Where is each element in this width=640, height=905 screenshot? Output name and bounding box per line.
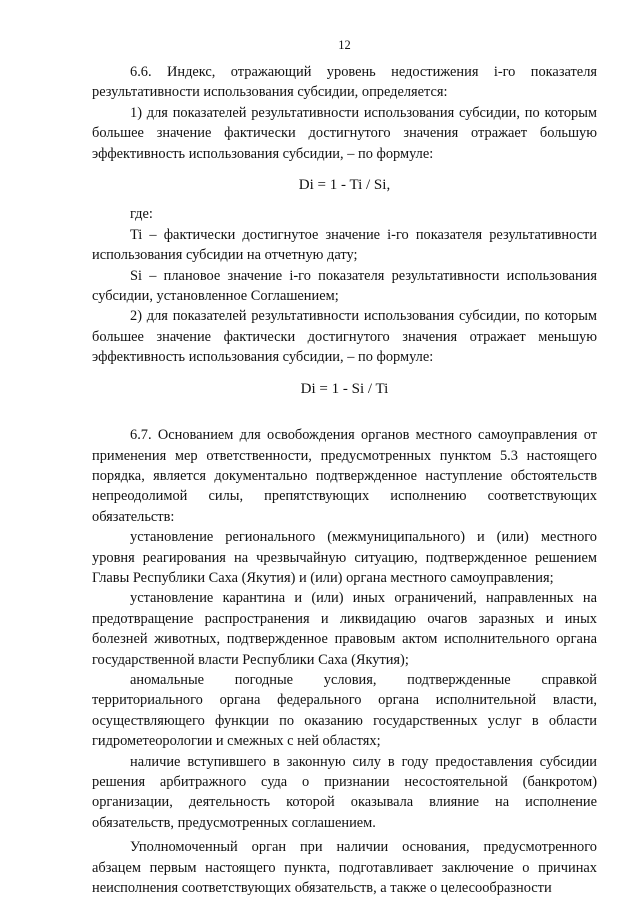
condition-quarantine: установление карантина и (или) иных ограничений, направленных на предотвращение распространения и ликвидацию очагов заразных и иных болезней животных, подтвержденное правовым актом исполнительного органа государственной власти Республики Саха (Якутия); [92,590,597,668]
definition-ti: Ti – фактически достигнутое значение i-го показателя результативности использования субсидии на отчетную дату; [92,226,597,264]
page-number: 12 [338,38,351,52]
section-gap [92,399,597,425]
paragraph-authorized-body: Уполномоченный орган при наличии основания, предусмотренного абзацем первым настоящего пункта, подготавливает заключение о причинах неисполнения соответствующих обязательств, а также о целесообразности [92,839,597,897]
formula-1: Di = 1 - Ti / Si, [298,177,391,194]
paragraph-6-6: 6.6. Индекс, отражающий уровень недостижения i-го показателя результативности использования субсидии, определяется: [92,64,597,101]
paragraph-6-7: 6.7. Основанием для освобождения органов местного самоуправления от применения мер ответственности, предусмотренных пунктом 5.3 настоящего порядка, является документально подтвержденное наступление обстоятельств непреодолимой силы, препятствующих исполнению соответствующих обязательств: [92,427,597,525]
document-body [92,62,597,898]
condition-bankruptcy: наличие вступившего в законную силу в году предоставления субсидии решения арбитражного суда о признании несостоятельной (банкротом) организации, деятельность которой оказывала влияние на исполнение обязательств, предусмотренных соглашением. [92,753,597,831]
paragraph-item-1: 1) для показателей результативности использования субсидии, по которым большее значение фактически достигнутого значения отражает большую эффективность использования субсидии, – по формуле: [92,104,597,162]
condition-weather: аномальные погодные условия, подтвержденные справкой территориального органа федерального органа исполнительной власти, осуществляющего функции по оказанию государственных услуг в области гидрометеорологии и смежных с ней областях; [92,671,597,750]
condition-emergency: установление регионального (межмуниципального) и (или) местного уровня реагирования на чрезвычайную ситуацию, подтвержденное решением Главы Республики Саха (Якутия) и (или) органа местного самоуправления; [92,529,597,586]
definition-si: Si – плановое значение i-го показателя результативности использования субсидии, установленное Соглашением; [92,267,597,305]
formula-2: Di = 1 - Si / Ti [300,380,389,397]
paragraph-item-2: 2) для показателей результативности использования субсидии, по которым большее значение фактически достигнутого значения отражает меньшую эффективность использования субсидии, – по формуле: [92,308,597,366]
where-label: где: [130,206,153,223]
